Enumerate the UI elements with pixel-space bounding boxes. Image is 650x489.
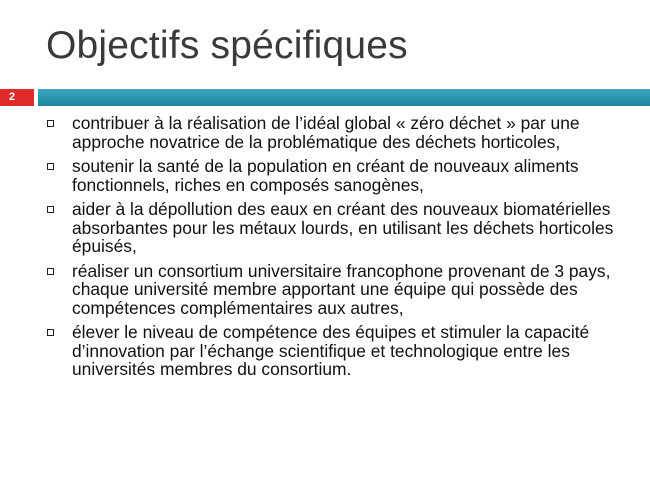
list-item-text: élever le niveau de compétence des équipes et stimuler la capacité d’innovation par l’échange scientifique et technologique entre les universités membres du consortium. — [72, 322, 590, 379]
list-item — [47, 323, 642, 379]
list-item — [47, 262, 642, 318]
title-divider-bar — [38, 89, 650, 106]
square-bullet-icon — [47, 206, 54, 213]
list-item — [47, 157, 642, 194]
objectives-list — [47, 114, 642, 385]
square-bullet-icon — [47, 120, 54, 127]
list-item — [47, 114, 642, 151]
slide-number-badge: 2 — [0, 89, 34, 106]
square-bullet-icon — [47, 268, 54, 275]
square-bullet-icon — [47, 163, 54, 170]
list-item-text: soutenir la santé de la population en créant de nouveaux aliments fonctionnels, riches en composés sanogènes, — [72, 156, 579, 195]
list-item-text: aider à la dépollution des eaux en créant des nouveaux biomatérielles absorbantes pour les métaux lourds, en utilisant les déchets horticoles épuisés, — [72, 199, 614, 256]
square-bullet-icon — [47, 329, 54, 336]
list-item-text: réaliser un consortium universitaire francophone provenant de 3 pays, chaque université membre apportant une équipe qui possède des compétences complémentaires aux autres, — [72, 260, 611, 318]
list-item-text: contribuer à la réalisation de l’idéal global « zéro déchet » par une approche novatrice de la problématique des déchets horticoles, — [72, 113, 580, 152]
slide-title: Objectifs spécifiques — [46, 24, 408, 67]
list-item — [47, 200, 642, 256]
